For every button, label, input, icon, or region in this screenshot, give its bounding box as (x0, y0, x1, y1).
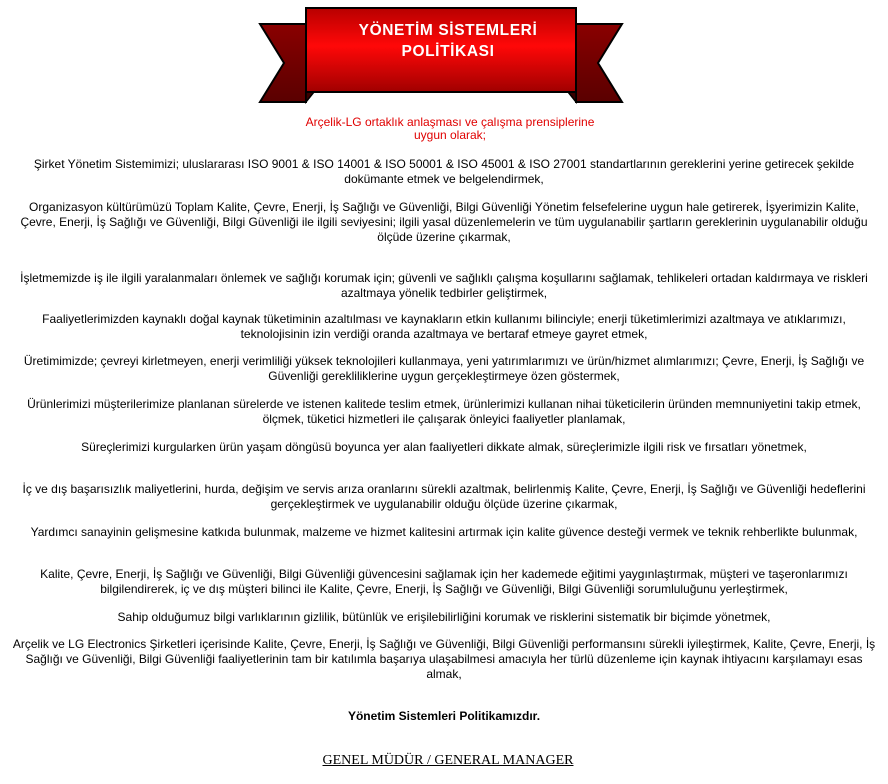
policy-paragraph: Arçelik ve LG Electronics Şirketleri içerisinde Kalite, Çevre, Enerji, İş Sağlığı ve Güvenliği, Bilgi Güvenliği performansını sürekli iyileştirmek, Kalite, Çevre, Enerji, İş Sağlığı ve Güvenliği, Bilgi Güvenliği faaliyetlerinin tam bir katılımla başarıya ulaşabilmesi amacıyla her türlü düzenleme için kaynak ihtiyacını karşılamayı esas almak, (12, 637, 876, 681)
policy-paragraph: Şirket Yönetim Sistemimizi; uluslararası ISO 9001 & ISO 14001 & ISO 50001 & ISO 45001 & ISO 27001 standartlarının gereklerini yerine getirecek şekilde dokümante etmek ve belgelendirmek, (33, 157, 855, 186)
policy-paragraph: Sahip olduğumuz bilgi varlıklarının gizlilik, bütünlük ve erişilebilirliğini korumak ve risklerini sistematik bir biçimde yönetmek, (117, 610, 771, 624)
page-title: YÖNETİM SİSTEMLERİ POLİTİKASI (358, 22, 538, 60)
policy-paragraph: Organizasyon kültürümüzü Toplam Kalite, Çevre, Enerji, İş Sağlığı ve Güvenliği, Bilgi Güvenliği Yönetim felsefelerine uygun hale getirerek, İşyerimizin Kalite, Çevre, Enerji, İş Sağlığı ve Güvenliği, Bilgi Güvenliği ile ilgili seviyesini; ilgili yasal düzenlemelerin ve tüm uygulanabilir şartların gereklerinin uygulanabilir olduğu ölçüde üzerine çıkarmak, (20, 200, 868, 244)
policy-paragraph: Ürünlerimizi müşterilerimize planlanan sürelerde ve istenen kalitede teslim etmek, ürünlerimizi kullanan nihai tüketicilerin üründen memnuniyetini takip etmek, ölçmek, tüketici hizmetleri ile çalışarak önleyici faaliyetler planlamak, (27, 397, 861, 426)
closing-statement: Yönetim Sistemleri Politikamızdır. (347, 709, 541, 723)
signature-line: GENEL MÜDÜR / GENERAL MANAGER (322, 753, 574, 768)
banner-left-tail (260, 24, 306, 102)
policy-paragraph: Üretimimizde; çevreyi kirletmeyen, enerji verimliliği yüksek teknolojileri kullanmaya, yeni yatırımlarımızı ve ürün/hizmet alımlarımızı; Çevre, Enerji, İş Sağlığı ve Güvenliği gerekliliklerine uygun gerçekleştirmeye özen göstermek, (23, 354, 865, 383)
policy-paragraph: Süreçlerimizi kurgularken ürün yaşam döngüsü boyunca yer alan faaliyetleri dikkate almak, süreçlerimizle ilgili risk ve fırsatları yönetmek, (81, 440, 807, 454)
intro-text: Arçelik-LG ortaklık anlaşması ve çalışma prensiplerine uygun olarak; (305, 115, 595, 142)
policy-paragraph: Faaliyetlerimizden kaynaklı doğal kaynak tüketiminin azaltılması ve kaynakların etkin kullanımı bilinciyle; enerji tüketimlerimizi azaltmaya ve atıklarımızı, teknolojisinin izin verdiği oranda azaltmaya ve bertaraf etmeye gayret etmek, (42, 312, 846, 341)
policy-paragraph: Yardımcı sanayinin gelişmesine katkıda bulunmak, malzeme ve hizmet kalitesini artırmak için kalite güvence desteği vermek ve teknik rehberlikte bulunmak, (30, 525, 858, 539)
policy-paragraph: İç ve dış başarısızlık maliyetlerini, hurda, değişim ve servis arıza oranlarını sürekli azaltmak, belirlenmiş Kalite, Çevre, Enerji, İş Sağlığı ve Güvenliği hedeflerini gerçekleştirmek ve uygulanabilir olduğu ölçüde üzerine çıkarmak, (22, 482, 866, 511)
policy-paragraph: İşletmemizde iş ile ilgili yaralanmaları önlemek ve sağlığı korumak için; güvenli ve sağlıklı çalışma koşullarını sağlamak, tehlikeleri ortadan kaldırmaya ve riskleri azaltmaya yönelik tedbirler geliştirmek, (20, 271, 868, 300)
policy-paragraph: Kalite, Çevre, Enerji, İş Sağlığı ve Güvenliği, Bilgi Güvenliği güvencesini sağlamak için her kademede eğitimi yaygınlaştırmak, müşteri ve taşeronlarımızı bilgilendirerek, iç ve dış müşteri bilinci ile Kalite, Çevre, Enerji, İş Sağlığı ve Güvenliği, Bilgi Güvenliği sorumluluğunu yerleştirmek, (40, 567, 848, 596)
